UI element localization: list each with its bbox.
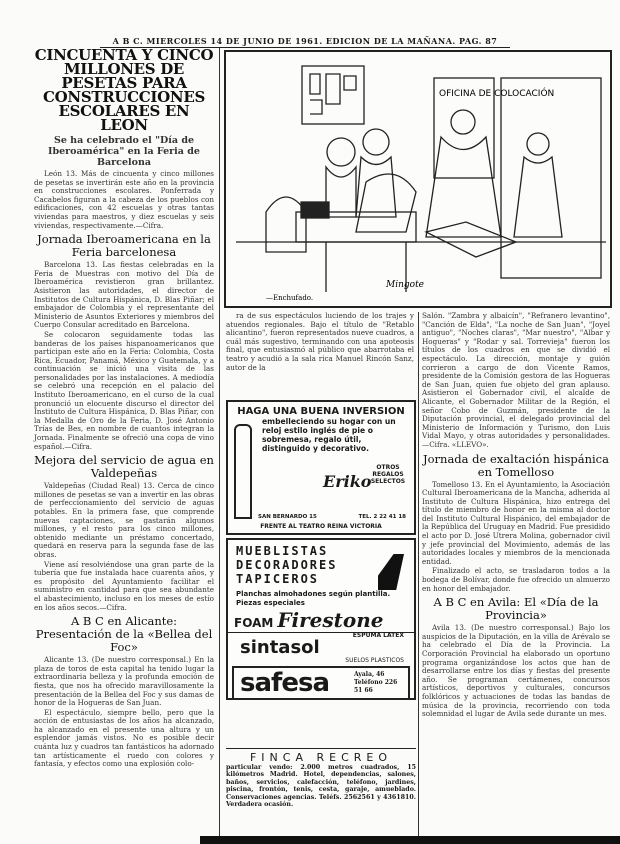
- ad-finca-recreo: [226, 748, 416, 808]
- ad2-sintasol-sub: SUELOS PLASTICOS: [345, 657, 404, 664]
- ad2-brand-sintasol: sintasol: [240, 637, 320, 658]
- ad1-body: embelleciendo su hogar con un reloj estilo inglés de pie o sobremesa, regalo útil, distinguido y decorativo.: [262, 417, 396, 453]
- subheadline-iberoamerica: Se ha celebrado el "Día de Iberoamérica" en la Feria de Barcelona: [48, 135, 200, 168]
- ad1-address: SAN BERNARDO 15: [258, 514, 317, 520]
- article-alicante-continued: ra de sus espectáculos luciendo de los trajes y atuendos regionales. Bajo el título de "Retablo alicantino", fueron representados nueve cuadros, a cuál más sugestivo, terminando con una apoteosis final, que entusiasmó al público que abarrotaba el teatro y acudió a la sala rica Manuel Rincón Sanz, autor de la: [226, 311, 414, 372]
- ad2-body: Planchas almohadones según plantilla. Piezas especiales: [236, 590, 391, 607]
- article-valdepenas-body-2: Viene así resolviéndose una gran parte de la tubería que fue instalada hace cuarenta años, y es propósito del Ayuntamiento facilitar el suministro en cantidad para que sea abundante el abastecimiento, incluso en los meses de estío en los años secos.—Cifra.: [34, 559, 214, 612]
- ad1-footer: FRENTE AL TEATRO REINA VICTORIA: [260, 523, 382, 530]
- ad1-phone: TEL. 2 22 41 18: [358, 514, 406, 520]
- ad2-address: Ayala, 46 Teléfono 226 51 66: [354, 671, 398, 694]
- column-rule: [418, 312, 419, 837]
- safesa-box: [232, 666, 410, 700]
- cartoon-signature: Mingote: [386, 280, 425, 290]
- ad1-others: OTROS REGALOS SELECTOS: [370, 464, 406, 485]
- ad2-firestone-sub: ESPUMA LATEX: [352, 632, 404, 639]
- headline-valdepenas: Mejora del servicio de agua en Valdepeñas: [34, 453, 214, 481]
- middle-column-text: [226, 312, 414, 373]
- right-column: [422, 312, 610, 720]
- article-tomelloso-body-1: Tomelloso 13. En el Ayuntamiento, la Asociación Cultural Iberoamericana de la Mancha, adherida al Instituto de Cultura Hispánica, hizo entrega del título de miembro de honor en la misma al doctor del Instituto Cultural Hispánico, del embajador de la República del Uruguay en Madrid. Fue presidido el acto por D. José Utrera Molina, gobernador civil y jefe provincial del Movimiento, además de las autoridades locales y miembros de la mencionada entidad.: [422, 479, 610, 566]
- article-alicante-body-2: El espectáculo, siempre bello, pero que la acción de entusiastas de los años ha alcanzado, ha alcanzado en el presente una altura y un esplendor jamás vistos. No es posible decir cuánta luz y cuadros tan fantásticos ha adornado tan artísticamente el ruedo con colores y fantasía, y efectos como una explosión colo-: [34, 707, 214, 769]
- article-alicante-body-1: Alicante 13. (De nuestro corresponsal.) En la plaza de toros de esta capital ha tenido lugar la extraordinaria belleza y la profunda emoción de fiesta, que nos ha ofrecido maravillosamente la presentación de la Bellea del Foc y sus damas de honor de la Hogueras de San Juan.: [34, 655, 214, 708]
- headline-jornada-iberoamericana: Jornada Iberoamericana en la Feria barcelonesa: [37, 232, 211, 260]
- headline-leon: CINCUENTA Y CINCO MILLONES DE PESETAS PARA CONSTRUCCIONES ESCOLARES EN LEON: [34, 46, 214, 134]
- ad2-brand-firestone: Firestone: [277, 608, 384, 632]
- ad3-body: particular vendo: 2.000 metros cuadrados, 15 kilómetros Madrid. Hotel, dependencias, salones, baños, servicios, calefacción, teléfono, jardines, piscina, frontón, tenis, cesta, garaje, amueblado. Conservaciones agencias. Teléfs. 2562561 y 4361810. Verdadera ocasión.: [226, 764, 416, 809]
- article-valdepenas-body-1: Valdepeñas (Ciudad Real) 13. Cerca de cinco millones de pesetas se van a invertir en las obras de perfeccionamiento del servicio de aguas potables. En la primera fase, que comprende nuevas captaciones, se gastarán algunos millones, y el resto para los cinco millones, obtenido mediante un préstamo concertado, quedará en reserva para la segunda fase de las obras.: [34, 481, 214, 559]
- cartoon-drawing: [226, 52, 610, 306]
- clock-icon: [234, 424, 252, 519]
- ad-clock-investment: [226, 400, 416, 535]
- headline-tomelloso: Jornada de exaltación hispánica en Tomelloso: [423, 451, 609, 479]
- cartoon: [224, 50, 612, 308]
- ad2-headline: MUEBLISTAS DECORADORES TAPICEROS: [236, 544, 338, 586]
- article-jornada-body-1: Barcelona 13. Las fiestas celebradas en la Feria de Muestras con motivo del Día de Iberoamérica revistieron gran brillantez. Asistieron las autoridades, el director de Institutos de Cultura Hispánica, D. Blas Piñar; el embajador de Colombia y el representante del Ministerio de Asuntos Exteriores y miembros del Cuerpo Consular acreditado en Barcelona.: [34, 260, 214, 330]
- page-bottom-edge: [200, 836, 620, 844]
- cartoon-sign: OFICINA DE COLOCACIÓN: [439, 89, 555, 99]
- column-rule: [219, 48, 220, 838]
- left-column: [34, 48, 214, 770]
- headline-alicante: A B C en Alicante: Presentación de la «Bellea del Foc»: [35, 614, 213, 655]
- chair-icon: [378, 554, 404, 590]
- headline-avila: A B C en Avila: El «Día de la Provincia»: [433, 595, 599, 623]
- article-jornada-body-2: Se colocaron seguidamente todas las banderas de los países hispanoamericanos que participan este año en la Feria: Colombia, Costa Rica, Ecuador, Panamá, México y Guatemala, y a continuación se inició una visita de las personalidades por las instalaciones. A mediodía se celebró una recepción en el palacio del Instituto Iberoamericano, en el curso de la cual pronunció un elocuente discurso el director del Instituto de Cultura Hispánica, D. Blas Piñar, con la Medalla de Oro de la Feria, D. José Antonio Trías de Bes, en nombre de cuantos integran la Jornada. Finalmente se ofreció una copa de vino español.—Cifra.: [34, 329, 214, 451]
- ad2-foam: FOAM: [234, 616, 274, 630]
- ad1-headline: HAGA UNA BUENA INVERSION: [237, 406, 405, 417]
- ad2-brand-safesa: safesa: [240, 668, 329, 698]
- article-avila-body: Avila 13. (De nuestro corresponsal.) Bajo los auspicios de la Diputación, en la villa de Arévalo se ha celebrado el Día de la Provincia. La Corporación Provincial ha elaborado un oportuno programa organizándose los actos que han de desarrollarse entre los días y fiestas del presente año. Se programan certámenes, concursos artísticos, deportivos y culturales, concursos folklóricos y actuaciones de todas las bandas de música de la provincia, recorriendo con toda solemnidad el lugar de Avila sede durante un mes.: [422, 623, 610, 719]
- article-alicante-continued-right: Salón. "Zambra y albaicín", "Refranero levantino", "Canción de Elda", "La noche de San Juan", "Joyel antiguo", "Noches claras", "Mar nuestro", "Albar y Hogueras" y "Rodar y sal. Torrevieja" fueron los títulos de los cuadros en que se dividió el espectáculo. La dirección, montaje y guión corrieron a cargo de don Vicente Ramos, presidente de la Comisión gestora de las Hogueras de San Juan, quien fue objeto del gran aplauso. Asistieron el Gobernador civil, el alcalde de Alicante, el Gobernador Militar de la Región, el señor Cobo de Guzmán, presidente de la Diputación provincial, el delegado provincial del Ministerio de Información y Turismo, don Luis Vidal Mayo, y otras autoridades y personalidades.—Cifra. «LLEVO».: [422, 311, 610, 449]
- page-header: A B C. MIERCOLES 14 DE JUNIO DE 1961. EDICION DE LA MAÑANA. PAG. 87: [100, 36, 510, 48]
- cartoon-caption: —Enchufado.: [266, 294, 314, 302]
- article-leon-body: León 13. Más de cincuenta y cinco millones de pesetas se invertirán este año en la provincia en construcciones escolares. Ponferrada y Cacabelos figuran a la cabeza de los pueblos con edificaciones, con 42 escuelas y otras tantas viviendas para maestros, y diez escuelas y seis viviendas, respectivamente.—Cifra.: [34, 169, 214, 230]
- ad-mueblistas: [226, 538, 416, 700]
- article-tomelloso-body-2: Finalizado el acto, se trasladaron todos a la bodega de Bolívar, donde fue ofrecido un almuerzo en honor del embajador.: [422, 566, 610, 593]
- ad3-headline: FINCA RECREO: [249, 751, 393, 764]
- firestone-row: [228, 608, 414, 633]
- ad1-brand: Eriko: [323, 472, 372, 491]
